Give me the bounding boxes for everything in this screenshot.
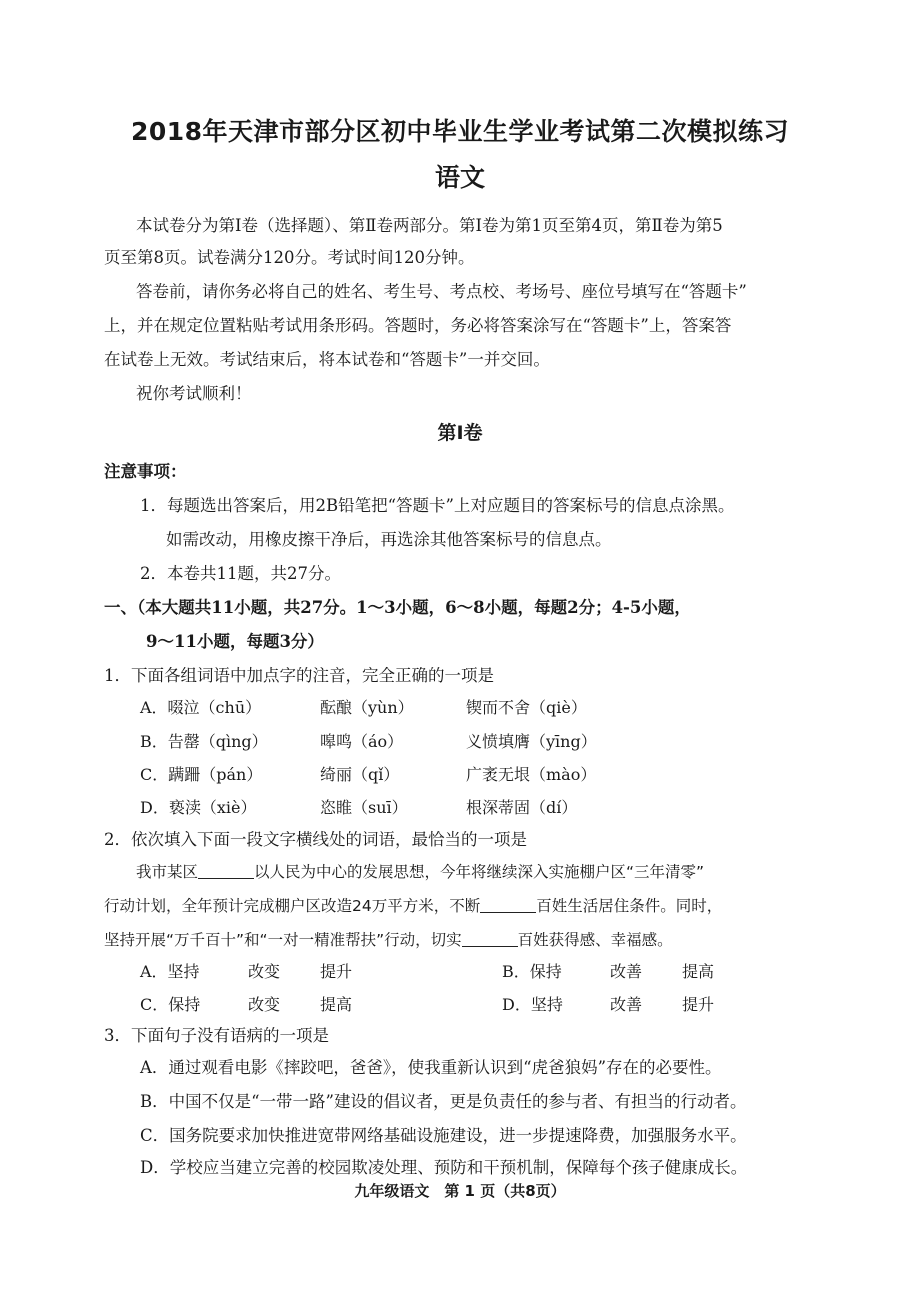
- intro-line: 页至第8页。试卷满分120分。考试时间120分钟。: [104, 248, 475, 267]
- intro-line: 答卷前，请你务必将自己的姓名、考生号、考点校、考场号、座位号填写在“答题卡”: [136, 282, 747, 301]
- option-a-word-3: 锲而不舍（qiè）: [466, 698, 587, 717]
- page-footer: 九年级语文 第 1 页（共8页）: [354, 1182, 566, 1200]
- option-a: A．通过观看电影《摔跤吧，爸爸》，使我重新认识到“虎爸狼妈”存在的必要性。: [140, 1058, 722, 1077]
- subject-title: 语文: [434, 163, 485, 192]
- option-a-word-3: 提升: [320, 962, 353, 981]
- option-d: D．学校应当建立完善的校园欺凌处理、预防和干预机制，保障每个孩子健康成长。: [140, 1158, 748, 1177]
- option-d-word-3: 根深蒂固（dí）: [466, 798, 578, 817]
- question-1-stem: 1．下面各组词语中加点字的注音，完全正确的一项是: [104, 666, 494, 685]
- passage-text: 我市某区: [136, 863, 199, 881]
- question-3-stem: 3．下面句子没有语病的一项是: [104, 1026, 329, 1045]
- option-c-word-2: 改变: [248, 995, 281, 1014]
- notes-item-continued: 如需改动，用橡皮擦干净后，再选涂其他答案标号的信息点。: [166, 530, 612, 549]
- option-a: A．啜泣（chū）: [140, 698, 262, 717]
- option-c: C．保持: [140, 995, 201, 1014]
- fill-blank-3: [462, 932, 518, 947]
- option-c-word-3: 提高: [320, 995, 353, 1014]
- notes-item: 1．每题选出答案后，用2B铅笔把“答题卡”上对应题目的答案标号的信息点涂黑。: [140, 496, 735, 515]
- option-d-word-3: 提升: [682, 995, 715, 1014]
- option-b-word-3: 提高: [682, 962, 715, 981]
- option-b: B．保持: [502, 962, 562, 981]
- intro-line: 在试卷上无效。考试结束后，将本试卷和“答题卡”一并交回。: [104, 350, 550, 369]
- option-c-word-2: 绮丽（qǐ）: [320, 765, 400, 784]
- fill-blank-1: [198, 864, 254, 879]
- fill-blank-2: [480, 898, 536, 913]
- notes-item: 2．本卷共11题，共27分。: [140, 564, 341, 583]
- passage-text: 百姓获得感、幸福感。: [517, 931, 673, 949]
- exam-title: 2018年天津市部分区初中毕业生学业考试第二次模拟练习: [130, 117, 790, 146]
- good-luck-text: 祝你考试顺利！: [136, 384, 252, 403]
- option-c: C．国务院要求加快推进宽带网络基础设施建设，进一步提速降费，加强服务水平。: [140, 1126, 747, 1145]
- question-2-passage-line: [104, 930, 673, 950]
- part-heading-continued: 9～11小题，每题3分）: [146, 632, 324, 651]
- notes-heading: 注意事项：: [104, 462, 187, 481]
- option-d-word-2: 改善: [610, 995, 643, 1014]
- question-2-passage-line: [136, 862, 704, 882]
- option-b-word-2: 嗥鸣（áo）: [320, 732, 404, 751]
- question-2-stem: 2．依次填入下面一段文字横线处的词语，最恰当的一项是: [104, 830, 527, 849]
- option-b: B．告罄（qìng）: [140, 732, 268, 751]
- question-2-passage-line: [104, 896, 722, 916]
- passage-text: 百姓生活居住条件。同时，: [536, 897, 723, 915]
- section-title: 第Ⅰ卷: [437, 422, 483, 444]
- option-b: B．中国不仅是“一带一路”建设的倡议者，更是负责任的参与者、有担当的行动者。: [140, 1092, 747, 1111]
- option-c: C．蹒跚（pán）: [140, 765, 263, 784]
- option-b-word-3: 义愤填膺（yīng）: [466, 732, 597, 751]
- part-heading: 一、（本大题共11小题，共27分。1～3小题，6～8小题，每题2分；4-5小题，: [104, 598, 691, 617]
- option-d: D．亵渎（xiè）: [140, 798, 257, 817]
- option-c-word-3: 广袤无垠（mào）: [466, 765, 597, 784]
- option-b-word-2: 改善: [610, 962, 643, 981]
- option-a: A．坚持: [140, 962, 200, 981]
- passage-text: 坚持开展“万千百十”和“一对一精准帮扶”行动，切实: [104, 931, 462, 949]
- option-a-word-2: 酝酿（yùn）: [320, 698, 414, 717]
- option-d: D．坚持: [502, 995, 563, 1014]
- option-a-word-2: 改变: [248, 962, 281, 981]
- intro-line: 上，并在规定位置粘贴考试用条形码。答题时，务必将答案涂写在“答题卡”上，答案答: [104, 316, 732, 335]
- passage-text: 行动计划，全年预计完成棚户区改造24万平方米，不断: [104, 897, 481, 915]
- passage-text: 以人民为中心的发展思想，今年将继续深入实施棚户区“三年清零”: [254, 863, 705, 881]
- intro-line: 本试卷分为第Ⅰ卷（选择题）、第Ⅱ卷两部分。第Ⅰ卷为第1页至第4页，第Ⅱ卷为第5: [136, 216, 723, 235]
- option-d-word-2: 恣睢（suī）: [320, 798, 408, 817]
